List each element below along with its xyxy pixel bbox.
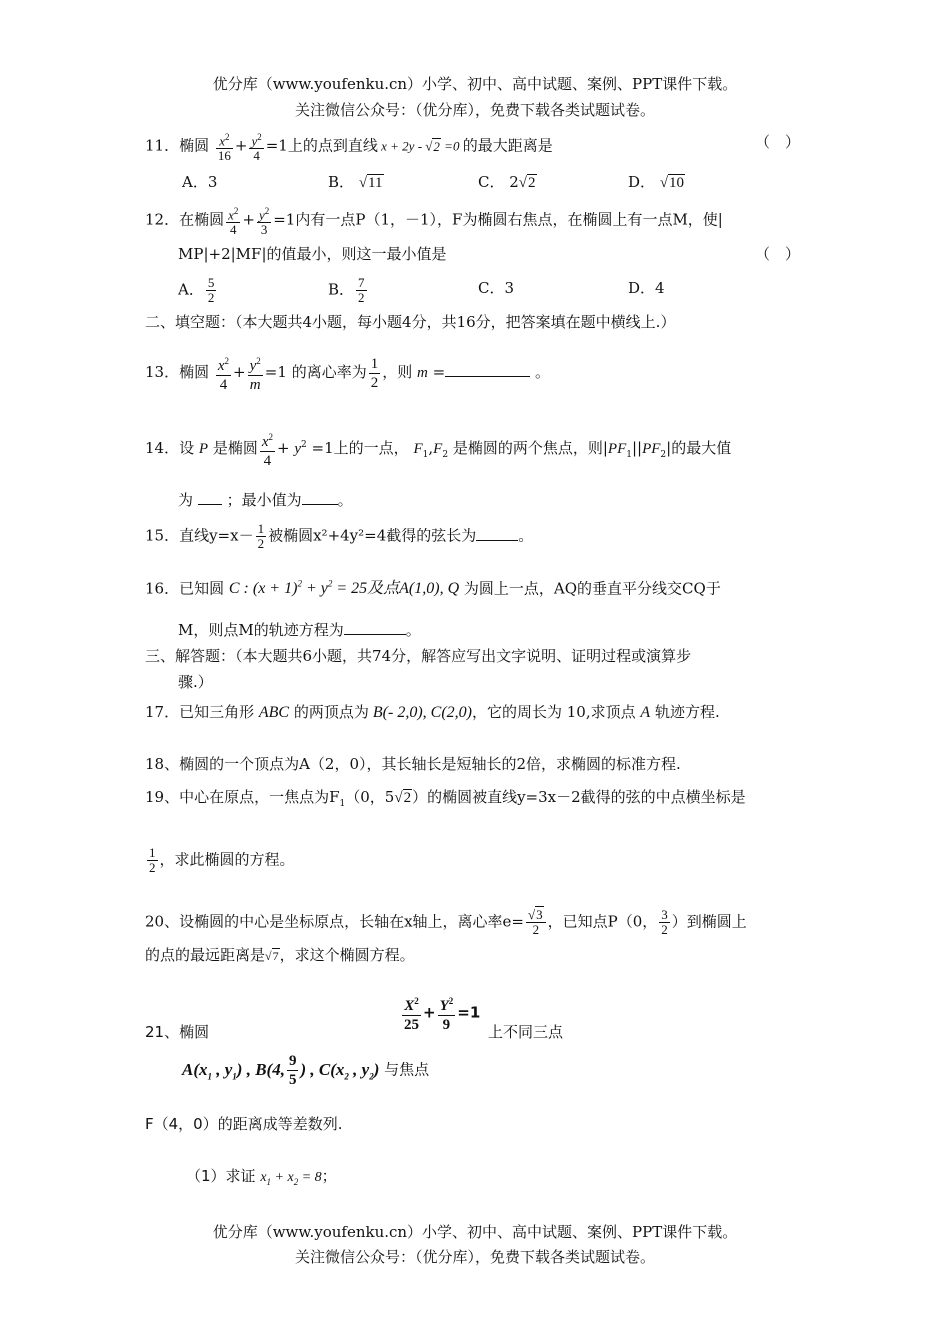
q12-option-a: A． $\frac{5}{2}$	[178, 275, 215, 305]
question-20-line2: 的点的最远距离是√7，求这个椭圆方程。	[145, 946, 415, 964]
q11-option-b: B． √11	[328, 173, 383, 191]
question-11: 11．椭圆 $\frac{x^2}{16}$ + $\frac{y^2}{4}$ =1上的点到直线 x + 2y - √2 =0 的最大距离是	[145, 132, 553, 164]
question-19: 19、中心在原点，一焦点为$F_1(0$，5√2）的椭圆被直线y=3x－2截得的弦的中点横坐标是	[145, 788, 746, 809]
question-17: 17．已知三角形 ABC 的两顶点为 B(- 2,0), C(2,0)，它的周长为 10,求顶点 A 轨迹方程.	[145, 703, 720, 721]
q11-paren: （ ）	[755, 133, 801, 151]
question-15: 15．直线y=x－ $\frac{1}{2}$ 被椭圆x²+4y²=4截得的弦长为 。	[145, 521, 534, 551]
question-12-line2: MP|+2|MF|的值最小，则这一最小值是	[178, 245, 447, 263]
question-12: 12．在椭圆 $\frac{x^2}{4}$ + $\frac{y^2}{3}$ =1内有一点P（1，－1），F为椭圆右焦点，在椭圆上有一点M，使|	[145, 206, 723, 238]
question-21: 21、椭圆	[145, 1023, 210, 1041]
q12-paren: （ ）	[755, 245, 801, 263]
q11-option-d: D． √10	[628, 173, 685, 191]
section-2-heading: 二、填空题：（本大题共4小题，每小题4分，共16分，把答案填在题中横线上.）	[145, 313, 676, 331]
question-18: 18、椭圆的一个顶点为A（2，0），其长轴长是短轴长的2倍，求椭圆的标准方程.	[145, 755, 681, 773]
fraction: $\frac{x^2}{16}$	[217, 132, 231, 164]
header-line2: 关注微信公众号：（优分库），免费下载各类试题试卷。	[294, 101, 655, 119]
section-3-heading: 三、解答题：（本大题共6小题，共74分，解答应写出文字说明、证明过程或演算步	[145, 647, 692, 665]
footer-line1: 优分库（www.youfenku.cn）小学、初中、高中试题、案例、PPT课件下载。	[212, 1223, 738, 1241]
footer-line2: 关注微信公众号：（优分库），免费下载各类试题试卷。	[294, 1248, 655, 1266]
question-21-points: $A(x_1$ , $y_1$) , B(4, $\frac{9}{5}$ ) , $C(x_2$ , $y_2$) 与焦点	[182, 1053, 430, 1088]
question-14-line2: 为 ；最小值为 。	[178, 491, 353, 509]
question-14: 14．设 P 是椭圆 $\frac{x^2}{4}$ + $y^2 =1$上的一点， $F_1,F_2$ 是椭圆的两个焦点，则$|PF_1||PF_2|$的最大值	[145, 428, 731, 470]
question-13: 13．椭圆 $\frac{x^2}{4}$ + $\frac{y^2}{m}$ =1 的离心率为 $\frac{1}{2}$ ，则 m = 。	[145, 352, 550, 394]
question-21-part1: （1）求证 $x_1 + x_2 = 8$；	[186, 1167, 337, 1187]
question-21-mid: 上不同三点	[488, 1023, 564, 1041]
question-20: 20、设椭圆的中心是坐标原点，长轴在x轴上，离心率e= $\frac{√3}{2}$ ，已知点P（0， $\frac{3}{2}$ ）到椭圆上	[145, 907, 747, 937]
header-line1: 优分库（www.youfenku.cn）小学、初中、高中试题、案例、PPT课件下载。	[212, 75, 738, 93]
q11-option-c: C． 2√2	[478, 173, 536, 191]
q11-option-a: A．3	[182, 173, 218, 191]
question-16: 16．已知圆 C : $(x + 1)^2 + y^2 = 25$及点A(1,0), Q 为圆上一点，AQ的垂直平分线交CQ于	[145, 579, 721, 598]
question-21-line3: F（4，0）的距离成等差数列.	[145, 1115, 343, 1133]
section-3-heading-line2: 骤.）	[178, 673, 213, 691]
q12-option-d: D．4	[628, 279, 665, 297]
question-19-line2: $\frac{1}{2}$ ，求此椭圆的方程。	[149, 845, 295, 875]
q21-ellipse-eq: $\frac{X^2}{25}$ + $\frac{Y^2}{9}$ =1	[400, 992, 480, 1034]
q12-option-c: C．3	[478, 279, 515, 297]
q12-option-b: B． $\frac{7}{2}$	[328, 275, 365, 305]
question-16-line2: M，则点M的轨迹方程为 。	[178, 621, 421, 639]
